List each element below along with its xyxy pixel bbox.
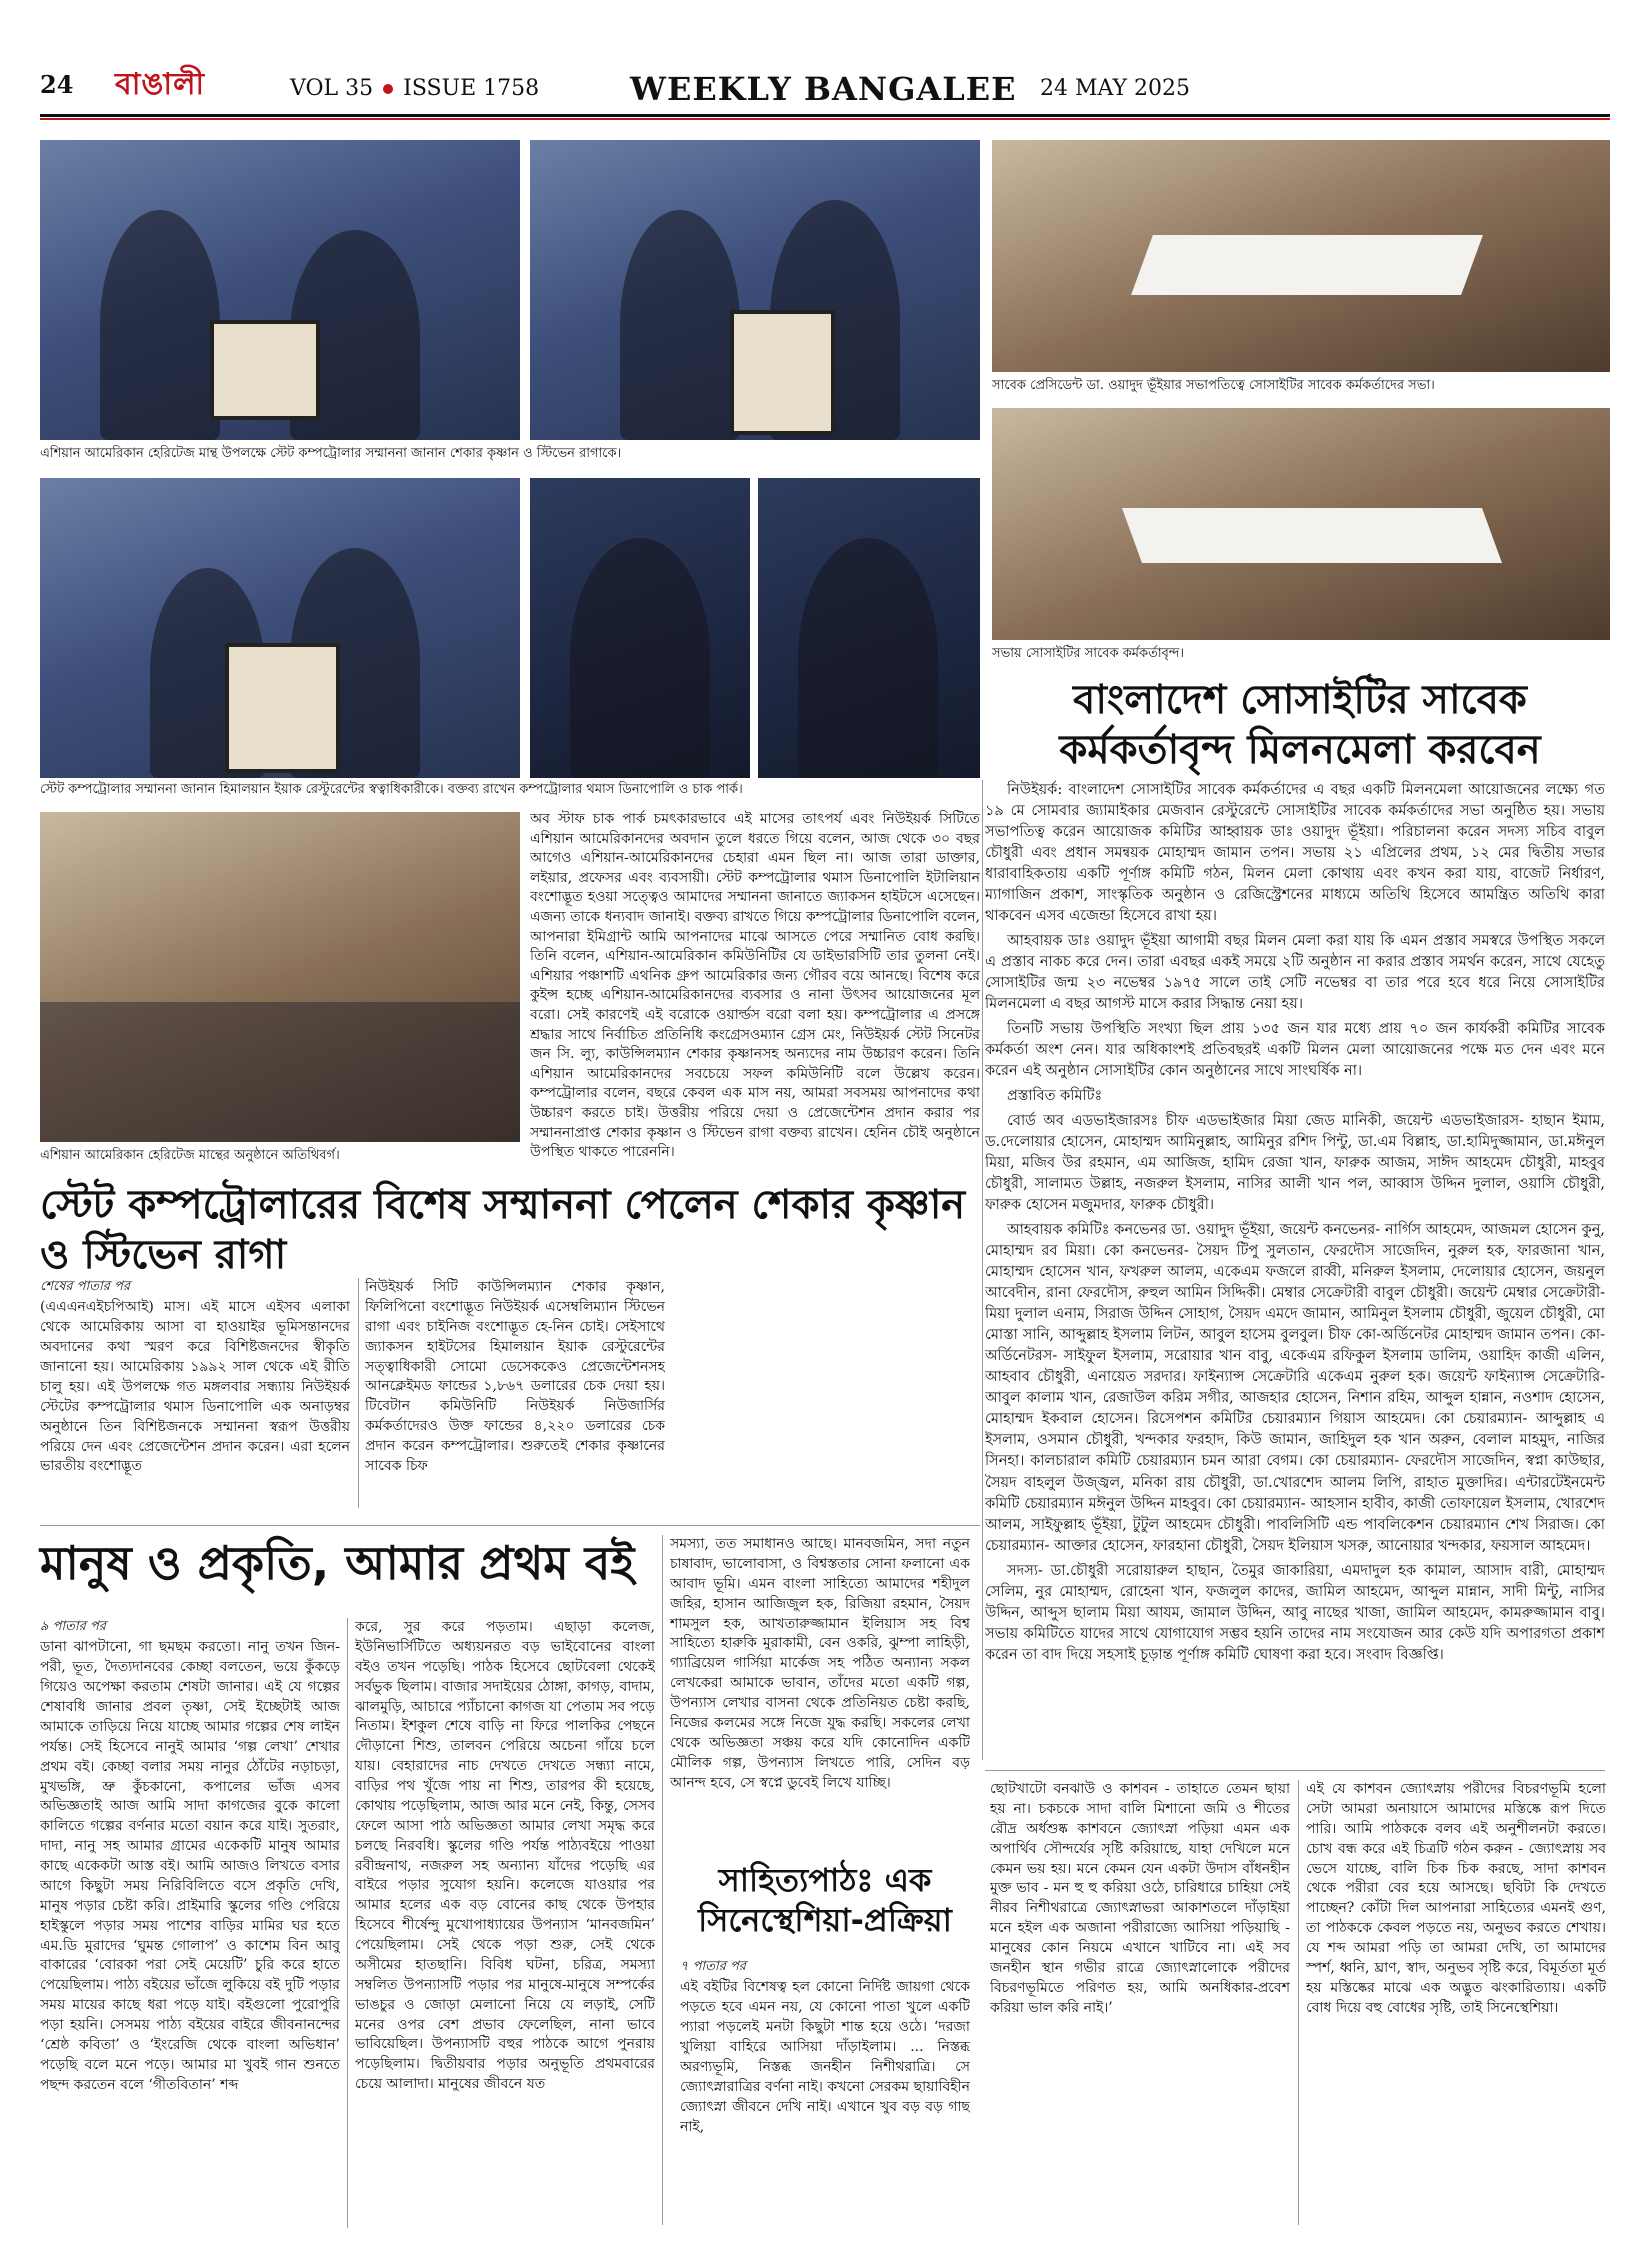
comptroller-col-right: অব স্টাফ চাক পার্ক চমৎকারভাবে এই মাসের তাৎপর্য এবং নিউইয়র্ক সিটিতে এশিয়ান আমেরিকানদের অবদান তুলে ধরতে গিয়ে বলেন, আজ থেকে ৩০ বছর আগেও এশিয়ান-আমেরিকানদের চেহারা এমন ছিল না। আজ তারা ডাক্তার, লইয়ার, প্রফেসর এবং ব্যবসায়ী। স্টেট কম্পট্রোলার থমাস ডিনাপোলি ইটালিয়ান বংশোদ্ভূত হওয়া সত্ত্বেও আমাদের সম্মাননা জানাতে জ্যাকসন হাইটসে এসেছেন। এজন্য তাকে ধন্যবাদ জানাই। বক্তব্য রাখতে গিয়ে কম্পট্রোলার ডিনাপোলি বলেন, আপনারা ইমিগ্রান্ট আমি আপনাদের মাঝে আসতে পেরে সম্মানিত বোধ করছি। তিনি বলেন, এশিয়ান-আমেরিকান কমিউনিটির যে ডাইভারসিটি তার তুলনা নেই। এশিয়ার পঞ্চাশটি এথনিক গ্রুপ আমেরিকার জন্য গৌরব বয়ে আনছে। বিশেষ করে কুইন্স হচ্ছে এশিয়ান-আমেরিকানদের ব্যবসার ও নানা উৎসব আয়োজনের মূল বরো। সেই কারণেই এই বরোকে ওয়ার্ল্ডস বরো বলা হয়। কম্পট্রোলার এ প্রসঙ্গে শ্রদ্ধার সাথে নির্বাচিত প্রতিনিধি কংগ্রেসওম্যান গ্রেস মেং, নিউইয়র্ক স্টেট সিনেটর জন সি. ল্যু, কাউন্সিলম্যান শেকার কৃষ্ণানসহ অন্যদের নাম উচ্চারণ করেন। তিনি এশিয়ান আমেরিকানদের সবচেয়ে সফল কমিউনিটি বলে উল্লেখ করেন। কম্পট্রোলার বলেন, বছরে কেবল এক মাস নয়, আমরা সবসময় আপনাদের কথা উচ্চারণ করতে চাই। উত্তরীয় পরিয়ে দেয়া ও প্রেজেন্টেশন প্রদান করার পর সম্মাননাপ্রাপ্ত শেকার কৃষ্ণান ও স্টিভেন রাগা বক্তব্য রাখেন। হেনিন চৌই অনুষ্ঠানে উপস্থিত থাকতে পারেননি। [530,811,980,1161]
caption-award: এশিয়ান আমেরিকান হেরিটেজ মান্থ উপলক্ষে স্টেট কম্পট্রোলার সম্মাননা জানান শেকার কৃষ্ণান ও স্টিভেন রাগাকে। [40,446,622,461]
book-col-2: করে, সুর করে পড়তাম। এছাড়া কলেজ, ইউনিভার্সিটিতে অধ্যয়নরত বড় ভাইবোনের বাংলা বইও তখন পড়েছি। পাঠক হিসেবে ছোটবেলা থেকেই সর্বভুক ছিলাম। বাজার সদাইয়ের ঠোঙ্গা, কাগড়, বাদাম, ঝালমুড়ি, আচারে প্যাঁচানো কাগজ যা পেতাম সব পড়ে নিতাম। ইশকুল শেষে বাড়ি না ফিরে পালকির পেছনে দৌড়ানো শিশু, তালবন পেরিয়ে অচেনা গাঁয়ে চলে যায়। বেহারাদের নাচ দেখতে দেখতে সন্ধ্যা নামে, বাড়ির পথ খুঁজে পায় না শিশু, তারপর কী হয়েছে, কোথায় পড়েছিলাম, আজ আর মনে নেই, কিন্তু, সেসব ফেলে আসা পাঠ অভিজ্ঞতা আমার লেখা সমৃদ্ধ করে চলছে নিরবধি। স্কুলের গণ্ডি পর্যন্ত পাঠ্যবইয়ে পাওয়া রবীন্দ্রনাথ, নজরুল সহ অন্যান্য যাঁদের পড়েছি এর বাইরে পড়ার সুযোগ হয়নি। কলেজে যাওয়ার পর আমার হলের এক বড় বোনের কাছ থেকে উপহার হিসেবে শীর্ষেন্দু মুখোপাধ্যায়ের উপন্যাস ‘মানবজমিন’ পেয়েছিলাম। সেই থেকে পড়া শুরু, সেই থেকে অসীমের হাতছানি। বিবিধ ঘটনা, চরিত্র, সমস্যা সম্বলিত উপন্যাসটি পড়ার পর মানুষে-মানুষে সম্পর্কের ভাঙচুর ও জোড়া মেলানো নিয়ে যে লড়াই, সেটি মনের ওপর বেশ প্রভাব ফেলেছিল, নানা ভাবে ভাবিয়েছিল। উপন্যাসটি বহুর পাঠকে আগে পুনরায় পড়েছিলাম। দ্বিতীয়বার পড়ার অনুভূতি প্রথমবারের চেয়ে আলাদা। মানুষের জীবনে যত [355,1619,655,2093]
rule-columns [982,780,983,1760]
caption-meeting-1: সাবেক প্রেসিডেন্ট ডা. ওয়াদুদ ভূঁইয়ার সভাপতিত্বে সোসাইটির সাবেক কর্মকর্তাদের সভা। [992,378,1435,393]
literature-col-1-text: এই বইটির বিশেষত্ব হল কোনো নির্দিষ্ট জায়গা থেকে পড়তে হবে এমন নয়, যে কোনো পাতা খুলে একটি প্যারা পড়লেই মনটা কিছুটা শান্ত হয়ে ওঠে। ‘দরজা খুলিয়া বাহিরে আসিয়া দাঁড়াইলাম। ... নিস্তব্ধ অরণ্যভূমি, নিস্তব্ধ জনহীন নিশীথরাত্রি। সে জ্যোৎস্নারাত্রির বর্ণনা নাই। কখনো সেরকম ছায়াবিহীন জ্যোৎস্না জীবনে দেখি নাই। এখানে খুব বড় বড় গাছ নাই, [680,1979,970,2135]
photo-award-2 [530,140,980,440]
page-number: 24 [40,70,74,99]
society-p2: আহবায়ক ডাঃ ওয়াদুদ ভূঁইয়া আগামী বছর মিলন মেলা করা যায় কি এমন প্রস্তাব সমস্বরে উপস্থিত সকলে এ প্রস্তাব নাকচ করে দেন। তারা এবছর একই সময়ে ২টি অনুষ্ঠান না করার প্রস্তাব সমর্থন করেন, সাথে যেহেতু সোসাইটির জন্ম ২৩ নভেম্বর ১৯৭৫ সালে তাই সেটি নভেম্বর বা তার পরে হবে ধরে নিয়ে সোসাইটির মিলনমেলা এ বছর আগস্ট মাসে করার সিদ্ধান্ত নেয়া হয়। [985,933,1605,1013]
book-col-1-text: ডানা ঝাপটানো, গা ছমছম করতো। নানু তখন জিন-পরী, ভূত, দৈত্যদানবের কেচ্ছা বলতেন, ভয়ে কুঁকড়ে গিয়েও অপেক্ষা করতাম শেষটা জানার। এই যে গল্পের শেষাবধি জানার প্রবল তৃষ্ণা, সেই ইচ্ছেটাই আজ আমাকে তাড়িয়ে নিয়ে যাচ্ছে আমার গল্পের শেষ লাইন পর্যন্ত। সেই হিসেবে নানুই আমার ‘গল্প লেখা’ শেখার প্রথম বই। কেচ্ছা বলার সময় নানুর ঠোঁটের নড়াচড়া, মুখভঙ্গি, ভ্রু কুঁচকানো, কপালের ভাঁজ এসব অভিজ্ঞতাই আজ আমি সাদা কাগজের বুকে কালো কালিতে গল্পের বর্ণনার মতো বয়ান করে যাই। সুতরাং, দাদা, নানু সহ আমার গ্রামের একেকটি মানুষ আমার কাছে একেকটা আস্ত বই। আমি আজও লিখতে বসার আগে কিছুটা সময় নিরিবিলিতে বসে প্রকৃতি দেখি, মানুষ পড়ার চেষ্টা করি। প্রাইমারি স্কুলের গণ্ডি পেরিয়ে হাইস্কুলে পড়ার সময় পাশের বাড়ির মামির ঘর হতে এম.ডি মুরাদের ‘ঘুমন্ত গোলাপ’ ও কাশেম বিন আবু বাকারের ‘বোরকা পরা সেই মেয়েটি’ চুরি করে হাতে পেয়েছিলাম। পাঠ্য বইয়ের ভাঁজে লুকিয়ে বই দুটি পড়ার সময় মায়ের কাছে ধরা পড়ে যাই। বইগুলো পুরোপুরি পড়া হয়নি। সেসময় পাঠ্য বইয়ের বাইরে জীবনানন্দের ‘শ্রেষ্ঠ কবিতা’ ও ‘ইংরেজি থেকে বাংলা অভিধান’ পড়েছি বলে মনে পড়ে। আমার মা খুবই গান শুনতে পছন্দ করতেন বলে ‘গীতবিতান’ শব্দ [40,1639,340,2093]
comptroller-jump: শেষের পাতার পর [40,1279,131,1294]
photo-award-1 [40,140,520,440]
separator-dot [383,84,393,94]
photo-meeting-2 [992,408,1610,640]
rule-lower [40,1525,980,1526]
caption-restaurant: স্টেট কম্পট্রোলার সম্মাননা জানান হিমালয়ান ইয়াক রেস্টুরেন্টের স্বত্বাধিকারীকে। বক্তব্য রাখেন কম্পট্রোলার থমাস ডিনাপোলি ও চাক পার্ক। [40,782,743,797]
literature-headline: সাহিত্যপাঠঃ এক সিনেস্থেশিয়া-প্রক্রিয়া [698,1861,952,1939]
volume: VOL 35 [290,76,374,101]
society-p7: সদস্য- ডা.চৌধুরী সরোয়ারুল হাছান, তৈমুর জাকারিয়া, এমদাদুল হক কামাল, আসাদ বারী, মোহাম্মদ সেলিম, নুর মোহাম্মদ, রোহেনা খান, ফজলুল কাদের, জামিল আহমেদ, আব্দুল মান্নান, সাদী মিন্টু, নাসির উদ্দিন, আব্দুস ছালাম মিয়া আযম, জামাল উদ্দিন, আবু নাছের খাজা, জামিল আহমেদ, কামরুজ্জামান বাবু। সভায় কমিটিতে যাদের সাথে যোগাযোগ সম্ভব হয়নি তাদের নাম সংযোজন আর কেউ যদি অপারগতা প্রকাশ করেন তা বাদ দিয়ে সহসাই চূড়ান্ত পূর্ণাঙ্গ কমিটি ঘোষণা করা হবে। সংবাদ বিজ্ঞপ্তি। [985,1562,1605,1663]
caption-meeting-2: সভায় সোসাইটির সাবেক কর্মকর্তাবৃন্দ। [992,646,1184,661]
caption-event-hall: এশিয়ান আমেরিকান হেরিটেজ মান্থের অনুষ্ঠানে অতিথিবর্গ। [40,1148,340,1163]
photo-event-hall [40,812,520,1142]
rule-comptroller [358,1278,359,1508]
society-p1: নিউইয়র্ক: বাংলাদেশ সোসাইটির সাবেক কর্মকর্তাদের এ বছর একটি মিলনমেলা আয়োজনের লক্ষ্যে গত ১৯ মে সোমবার জ্যামাইকার মেজবান রেস্টুরেন্টে সোসাইটির সাবেক কর্মকর্তাদের সভা অনুষ্ঠিত হয়। সভায় সভাপতিত্ব করেন আয়োজক কমিটির আহ্বায়ক ডাঃ ওয়াদুদ ভূঁইয়া। পরিচালনা করেন সদস্য সচিব বাবুল চৌধুরী এবং প্রধান সমন্বয়ক মোহাম্মদ জামান তপন। সভায় ২১ এপ্রিলের প্রথম, ১২ মের দ্বিতীয় সভার ধারাবাহিকতায় একটি পূর্ণাঙ্গ কমিটি গঠন, মিলন মেলা কোথায় এবং কখন করা যায়, বাজেট নির্ধারণ, ম্যাগাজিন প্রকাশ, সাংস্কৃতিক অনুষ্ঠান ও রেজিস্ট্রেশনের মাধ্যমে অতিথি হিসেবে আমন্ত্রিত অতিথি কারা থাকবেন এসব এজেন্ডা হিসেবে রাখা হয়। [985,782,1605,925]
society-p4: প্রস্তাবিত কমিটিঃ [1007,1088,1103,1105]
issue: ISSUE 1758 [403,76,540,101]
society-headline: বাংলাদেশ সোসাইটির সাবেক কর্মকর্তাবৃন্দ মিলনমেলা করবেন [1059,677,1541,773]
literature-col-2: ছোটখাটো বনঝাউ ও কাশবন - তাহাতে তেমন ছায়া হয় না। চকচকে সাদা বালি মিশানো জমি ও শীতের রৌদ্র অর্ধশুষ্ক কাশবনে জ্যোৎস্না পড়িয়া এমন এক অপার্থিব সৌন্দর্যের সৃষ্টি করিয়াছে, যাহা দেখিলে মনে কেমন ভয় হয়। মনে কেমন যেন একটা উদাস বাঁধনহীন মুক্ত ভাব - মন হু হু করিয়া ওঠে, চারিধারে চাহিয়া সেই নীরব নিশীথরাত্রে জ্যোৎস্নাভরা আকাশতলে দাঁড়াইয়া মনে হইল এক অজানা পরীরাজ্যে আসিয়া পড়িয়াছি - মানুষের কোন নিয়মে এখানে খাটিবে না। এই সব জনহীন স্থান গভীর রাত্রে জ্যোৎস্নালোকে পরীদের বিচরণভূমিতে পরিণত হয়, আমি অনধিকার-প্রবেশ করিয়া ভাল করি নাই।’ [990,1781,1290,2016]
comptroller-col-a [40,1278,350,1518]
issue-info [290,76,539,101]
rule-book-2 [662,1535,663,2225]
rule-literature-col [1298,1780,1299,2225]
photo-award-3 [40,478,520,778]
book-headline: মানুষ ও প্রকৃতি, আমার প্রথম বই [40,1536,635,1590]
literature-col-3: এই যে কাশবন জ্যোৎস্নায় পরীদের বিচরণভূমি হলো সেটা আমরা অনায়াসে আমাদের মস্তিষ্কে রূপ দিতে পারি। আমি পাঠককে বলব এই অনুশীলনটা করতে। চোখ বন্ধ করে এই চিত্রটি গঠন করুন - জ্যোৎস্নায় সব ভেসে যাচ্ছে, বালি চিক চিক করছে, সাদা কাশবন থেকে পরীরা বের হয়ে আসছে। ছবিটা কি দেখতে পাচ্ছেন? কোঁটা দিল আপনারা সাহিত্যের এমনই গুণ, তা পাঠককে কেবল পড়তে নয়, অনুভব করতে শেখায়। যে শব্দ আমরা পড়ি তা আমরা দেখি, তা আমাদের স্পর্শ, ধ্বনি, ঘ্রাণ, স্বাদ, অনুভব সৃষ্টি করে, বিমূর্ততা মূর্ত হয় মস্তিষ্কের মাঝে এক অদ্ভুত ঝংকারিত্যায়। একটি বোধ দিয়ে বহু বোধের সৃষ্টি, তাই সিনেস্থেশিয়া। [1306,1781,1606,2016]
header-rule [40,114,1610,117]
photo-comptroller [530,478,750,778]
society-body [985,780,1605,1760]
issue-date: 24 MAY 2025 [1040,76,1191,101]
literature-col-1 [680,1958,970,2228]
society-p6: আহবায়ক কমিটিঃ কনভেনর ডা. ওয়াদুদ ভূঁইয়া, জয়েন্ট কনভেনর- নার্গিস আহমেদ, আজমল হোসেন কুনু, মোহাম্মদ রব মিয়া। কো কনভেনর- সৈয়দ টিপু সুলতান, ফেরদৌস সাজেদিন, নুরুল হক, ফারজানা খান, মোহাম্মদ হোসেন খান, ফখরুল আলম, একেএম ফজলে রাব্বী, মনিরুল ইসলাম, দেলোয়ার হোসেন, জয়নুল আবেদীন, রানা ফেরদৌস, রুহুল আমিন সিদ্দিকী। মেম্বার সেক্রেটারী বাবুল চৌধুরী। জয়েন্ট মেম্বার সেক্রেটারী- মিয়া দুলাল এনাম, সিরাজ উদ্দিন সোহাগ, সৈয়দ এমদে জামান, আমিনুল ইসলাম চৌধুরী, জুয়েল চৌধুরী, মো মোস্তা সানি, আব্দুল্লাহ ইসলাম লিটন, আবুল হাসেম বুলবুল। চীফ কো-অর্ডিনেটর মোহাম্মদ জামান তপন। কো-অর্ডিনেটরস- সাইফুল ইসলাম, সরোয়ার খান বাবু, একেএম রফিকুল ইসলাম ডালিম, ওয়াহিদ কাজী এলিন, আহবাব চৌধুরী, এনায়েত সরদার। ফাইন্যান্স সেক্রেটারি একেএম নুরুল হক। জয়েন্ট ফাইন্যান্স সেক্রেটারি- আবুল কালাম খান, রেজাউল করিম সগীর, আজহার হোসেন, নিশান রহিম, আব্দুল হান্নান, নওশাদ হোসেন, মোহাম্মদ ইকবাল হোসেন। রিসেপশন কমিটির চেয়ারম্যান গিয়াস আহমেদ। কো চেয়ারম্যান- আব্দুল্লাহ এ ইসলাম, ওসমান চৌধুরী, খন্দকার ফরহাদ, কিউ জামান, জাহিদুল হক খান অরুন, বেলাল মাহমুদ, নাজির সিনহা। কালচারাল কমিটি চেয়ারম্যান চমন আরা বেগম। কো চেয়ারম্যান- ফেরদৌস সাজেদিন, স্বপ্না কাউছার, সৈয়দ বাহলুল উজ্জ্বল, মনিকা রায় চৌধুরী, ডা.খোরশেদ আলম লিপি, রাহাত মুক্তাদির। এন্টারটেইনমেন্ট কমিটি চেয়ারম্যান মঈনুল উদ্দিন মাহবুব। কো চেয়ারম্যান- আহসান হাবীব, কাজী তোফায়েল ইসলাম, খোরশেদ আলম, সাইফুল্লাহ ভূঁইয়া, টুটুল আহমেদ চৌধুরী। পাবলিসিটি এন্ড পাবলিকেশন চেয়ারম্যান শেখ সিরাজ। কো চেয়ারম্যান- আক্তার হোসেন, ফারহানা চৌধুরী, সৈয়দ ইলিয়াস খসরু, আনোয়ার খন্দকার, ফয়সাল আহমেদ। [985,1222,1605,1554]
literature-jump: ৭ পাতার পর [680,1959,746,1974]
book-col-3: সমস্যা, তত সমাধানও আছে। মানবজমিন, সদা নতুন চাষাবাদ, ভালোবাসা, ও বিশ্বস্ততার সোনা ফলানো এক আবাদ ভূমি। এমন বাংলা সাহিত্যে আমাদের শহীদুল জহির, হাসান আজিজুল হক, রিজিয়া রহমান, সৈয়দ শামসুল হক, আখতারুজ্জামান ইলিয়াস সহ বিশ্ব সাহিত্যে হারুকি মুরাকামী, বেন ওকরি, ঝুম্পা লাহিড়ী, গ্যাব্রিয়েল গার্সিয়া মার্কেজ সহ পঠিত অন্যান্য সকল লেখকেরা আমাকে ভাবান, তাঁদের মতো একটি গল্প, উপন্যাস লেখার বাসনা থেকে প্রতিনিয়ত চেষ্টা করছি, নিজের কলমের সঙ্গে নিজে যুদ্ধ করছি। সকলের লেখা থেকে অভিজ্ঞতা সঞ্চয় করে যদি কোনোদিন একটি মৌলিক গল্প, উপন্যাস লিখতে পারি, সেদিন বড় আনন্দ হবে, সে স্বপ্নে ডুবেই লিখে যাচ্ছি। [670,1536,970,1791]
book-jump: ৯ পাতার পর [40,1619,106,1634]
photo-meeting-1 [992,140,1610,372]
comptroller-headline: স্টেট কম্পট্রোলারের বিশেষ সম্মাননা পেলেন শেকার কৃষ্ণান ও স্টিভেন রাগা [40,1182,966,1278]
rule-book-1 [347,1618,348,2228]
rule-literature [985,1770,1605,1771]
photo-chuck-park [758,478,980,778]
book-col-1 [40,1618,340,2228]
comptroller-col-b: নিউইয়র্ক সিটি কাউন্সিলম্যান শেকার কৃষ্ণান, ফিলিপিনো বংশোদ্ভূত নিউইয়র্ক এসেম্বলিম্যান স্টিভেন রাগা এবং চাইনিজ বংশোদ্ভূত হে-নিন চোই। সেইসাথে জ্যাকসন হাইটসের হিমালয়ান ইয়াক রেস্টুরেন্টের সত্ত্বাধিকারী সোমো ডেসেককেও প্রেজেন্টেশনসহ আনক্লেইমড ফান্ডের ১,৮৬৭ ডলারের চেক দেয়া হয়। টিবেটান কমিউনিটি নিউইয়র্ক নিউজার্সির কর্মকর্তাদেরও উক্ত ফান্ডের ৪,২২০ ডলারের চেক প্রদান করেন কম্পট্রোলার। শুরুতেই শেকার কৃষ্ণানের সাবেক চিফ [365,1279,665,1474]
header-rule-red [40,118,1610,120]
masthead-logo: বাঙালী [115,67,206,102]
paper-name: WEEKLY BANGALEE [630,70,1017,108]
comptroller-col-a-text: (এএএনএইচপিআই) মাস। এই মাসে এইসব এলাকা থেকে আমেরিকায় আসা বা হাওয়াইর ভূমিসন্তানদের অবদানের কথা স্মরণ করে বিশিষ্টজনদের স্বীকৃতি জানানো হয়। আমেরিকায় ১৯৯২ সাল থেকে এই রীতি চালু হয়। এই উপলক্ষে গত মঙ্গলবার সন্ধ্যায় নিউইয়র্ক স্টেটের কম্পট্রোলার থমাস ডিনাপোলি এক অনাড়ম্বর অনুষ্ঠানে তিন বিশিষ্টজনকে সম্মাননা স্বরূপ উত্তরীয় পরিয়ে দেন এবং প্রেজেন্টেশন প্রদান করেন। এরা হলেন ভারতীয় বংশোদ্ভূত [40,1299,350,1475]
society-p3: তিনটি সভায় উপস্থিতি সংখ্যা ছিল প্রায় ১৩৫ জন যার মধ্যে প্রায় ৭০ জন কার্যকরী কমিটির সাবেক কর্মকর্তা অংশ নেন। যার অধিকাংশই প্রতিবছরই একটি মিলন মেলা আয়োজনের পক্ষে মত দেন এবং মনে করেন এই অনুষ্ঠান সোসাইটির কোন অনুষ্ঠানের সাথে সাংঘর্ষিক না। [985,1021,1605,1080]
society-p5: বোর্ড অব এডভাইজারসঃ চীফ এডভাইজার মিয়া জেড মানিকী, জয়েন্ট এডভাইজারস- হাছান ইমাম, ড.দেলোয়ার হোসেন, মোহাম্মদ আমিনুল্লাহ, আমিনুর রশিদ পিন্টু, ডা.এম বিল্লাহ, ডা.হামিদুজ্জামান, ডা.মঈনুল মিয়া, মজিব উর রহমান, এম আজিজ, হামিদ রেজা খান, ফারুক আজম, সাঈদ আহমেদ চৌধুরী, মাহবুব চৌধুরী, সালামত উল্লাহ, নজরুল ইসলাম, নাসির আলী খান পল, আব্বাস উদ্দিন দুলাল, ওয়াসি চৌধুরী, ফারুক হোসেন মজুমদার, ফারুক চৌধুরী। [985,1113,1605,1214]
